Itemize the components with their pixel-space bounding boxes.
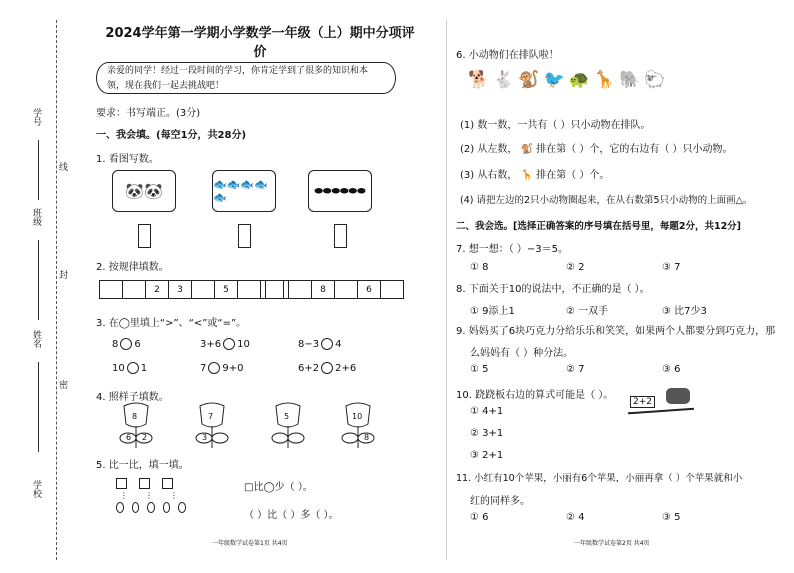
fish-picture <box>212 170 276 212</box>
compare-circle[interactable] <box>127 362 139 374</box>
giraffe-icon: 🦒 <box>593 70 620 90</box>
q10-option-3[interactable]: ③ 2+1 <box>470 450 504 461</box>
seq-cell[interactable] <box>99 280 123 299</box>
q10-title[interactable]: 10. 跷跷板右边的算式可能是（ ）。 <box>456 390 614 401</box>
seq-cell: 5 <box>214 280 238 299</box>
q10-option-1[interactable]: ① 4+1 <box>470 406 504 417</box>
circle-icon <box>163 502 171 513</box>
label-number: 学号 <box>31 108 41 126</box>
q11-option-3[interactable]: ③ 5 <box>662 512 681 523</box>
q5-fill-1[interactable]: □比◯少（ ）。 <box>244 482 313 493</box>
compare-item: 3+6 10 <box>200 339 250 350</box>
sheep-icon: 🐑 <box>644 70 670 90</box>
label-class: 班级 <box>31 208 41 226</box>
number-field[interactable] <box>38 140 39 200</box>
cut-line <box>56 20 57 560</box>
compare-item: 6+2 2+6 <box>298 363 357 374</box>
seq-cell[interactable] <box>237 280 261 299</box>
q11-option-2[interactable]: ② 4 <box>566 512 585 523</box>
compare-circle[interactable] <box>208 362 220 374</box>
binding-strip <box>0 0 80 573</box>
compare-item: 7 9+0 <box>200 363 244 374</box>
flower-icon <box>268 400 308 450</box>
q9-option-1[interactable]: ① 5 <box>470 364 489 375</box>
flower-icon <box>116 400 156 450</box>
monkey-icon: 🐒 <box>520 144 533 155</box>
q11-title-cont: 红的同样多。 <box>470 496 530 507</box>
compare-item: 8 6 <box>112 339 141 350</box>
monkey-icon: 🐒 <box>518 70 544 90</box>
flower-icon <box>338 400 378 450</box>
q9-title-cont[interactable]: 么妈妈有（ ）种分法。 <box>470 348 574 359</box>
q5-fill-2[interactable]: （ ）比（ ）多（ ）。 <box>244 510 339 521</box>
q7-title[interactable]: 7. 想一想：（ ）−3＝5。 <box>456 244 569 255</box>
animal-queue <box>468 70 669 90</box>
flower-2: 7 3 <box>192 400 232 453</box>
q7-option-2[interactable]: ② 2 <box>566 262 585 273</box>
circle-icon <box>147 502 155 513</box>
seal-line: 线 <box>59 160 68 173</box>
name-field[interactable] <box>38 362 39 452</box>
answer-box-panda[interactable] <box>138 224 151 248</box>
square-icon <box>139 478 150 489</box>
compare-circle[interactable] <box>223 338 235 350</box>
q8-title[interactable]: 8. 下面关于10的说法中，不正确的是（ ）。 <box>456 284 650 295</box>
q3-title: 3. 在◯里填上“>”、“<”或“=”。 <box>96 318 247 329</box>
elephant-icon <box>666 388 690 404</box>
fish-icon: 🐟🐟🐟🐟🐟 <box>213 178 268 204</box>
q10-option-2[interactable]: ② 3+1 <box>470 428 504 439</box>
page-divider <box>446 20 447 560</box>
seesaw-board <box>628 408 694 415</box>
q8-option-3[interactable]: ③ 比7少3 <box>662 306 707 317</box>
circle-icon <box>132 502 140 513</box>
seq-cell: 8 <box>311 280 335 299</box>
compare-circle[interactable] <box>321 362 333 374</box>
sequence-2 <box>266 280 404 299</box>
label-school: 学校 <box>31 480 41 498</box>
flower-icon <box>192 400 232 450</box>
label-name: 姓名 <box>31 330 41 348</box>
flower-1: 8 6 2 <box>116 400 156 453</box>
answer-box-fish[interactable] <box>238 224 251 248</box>
requirement: 要求：书写端正。(3分) <box>96 108 201 119</box>
seq-cell: 2 <box>145 280 169 299</box>
page-title: 2024学年第一学期小学数学一年级（上）期中分项评价 <box>105 26 415 60</box>
q1-title: 1. 看图写数。 <box>96 154 159 165</box>
answer-box-egg[interactable] <box>334 224 347 248</box>
q11-option-1[interactable]: ① 6 <box>470 512 489 523</box>
section-1-title: 一、我会填。(每空1分，共28分) <box>96 130 247 141</box>
turtle-icon: 🐢 <box>568 70 594 90</box>
seq-cell[interactable] <box>380 280 404 299</box>
seal-secret: 密 <box>59 378 68 391</box>
notice-banner: 亲爱的同学！经过一段时间的学习，你肯定学到了很多的知识和本领，现在我们一起去挑战吧！ <box>96 62 396 94</box>
q7-option-1[interactable]: ① 8 <box>470 262 489 273</box>
page-footer-1: 一年级数学试卷第1页 共4页 <box>212 540 288 547</box>
compare-item: 8−3 4 <box>298 339 342 350</box>
q11-title[interactable]: 11. 小红有10个苹果，小丽有6个苹果，小丽再拿（ ）个苹果就和小 <box>456 473 743 484</box>
egg-picture <box>308 170 372 212</box>
page-footer-2: 一年级数学试卷第2页 共4页 <box>574 540 650 547</box>
q7-option-3[interactable]: ③ 7 <box>662 262 681 273</box>
square-icon <box>162 478 173 489</box>
giraffe-icon: 🦒 <box>520 170 533 181</box>
q8-option-1[interactable]: ① 9添上1 <box>470 306 515 317</box>
flower-3: 5 <box>268 400 308 453</box>
q6-part-1[interactable]: (1) 数一数，一共有（ ）只小动物在排队。 <box>460 120 651 131</box>
section-2-title: 二、我会选。[选择正确答案的序号填在括号里，每题2分，共12分] <box>456 221 742 232</box>
class-field[interactable] <box>38 240 39 320</box>
q6-part-4: (4) 请把左边的2只小动物圈起来，在从右数第5只小动物的上面画△。 <box>460 195 753 206</box>
dog-icon: 🐕 <box>468 70 494 90</box>
circle-icon <box>178 502 186 513</box>
q6-part-3[interactable]: (3) 从右数， 🦒 排在第（ ）个。 <box>460 170 610 181</box>
seq-cell: 6 <box>357 280 381 299</box>
seq-cell[interactable] <box>122 280 146 299</box>
panda-icon: 🐼🐼 <box>125 182 163 200</box>
q6-part-2[interactable]: (2) 从左数， 🐒 排在第（ ）个，它的右边有（ ）只小动物。 <box>460 144 733 155</box>
compare-item: 10 1 <box>112 363 148 374</box>
q4-title: 4. 照样子填数。 <box>96 392 169 403</box>
bird-icon: 🐦 <box>543 70 569 90</box>
q5-title: 5. 比一比，填一填。 <box>96 460 189 471</box>
seal-seal: 封 <box>59 268 68 281</box>
seq-cell[interactable] <box>265 280 289 299</box>
square-icon <box>116 478 127 489</box>
compare-shapes: ⋮ ⋮ ⋮ <box>116 478 186 513</box>
q9-option-2[interactable]: ② 7 <box>566 364 585 375</box>
panda-picture <box>112 170 176 212</box>
flower-4: 10 8 <box>338 400 378 453</box>
sequence-1 <box>100 280 284 299</box>
seq-cell: 3 <box>168 280 192 299</box>
compare-circle[interactable] <box>120 338 132 350</box>
q2-title: 2. 按规律填数。 <box>96 262 169 273</box>
q9-title: 9. 妈妈买了6块巧克力分给乐乐和笑笑，如果两个人都要分到巧克力，那 <box>456 326 776 337</box>
q6-title: 6. 小动物们在排队啦！ <box>456 50 559 61</box>
seq-cell[interactable] <box>334 280 358 299</box>
elephant-icon: 🐘 <box>619 70 645 90</box>
circle-icon <box>116 502 124 513</box>
seq-cell[interactable] <box>288 280 312 299</box>
egg-icon: ⬬⬬⬬⬬⬬⬬ <box>314 185 366 197</box>
compare-circle[interactable] <box>321 338 333 350</box>
q9-option-3[interactable]: ③ 6 <box>662 364 681 375</box>
q8-option-2[interactable]: ② 一双手 <box>566 306 609 317</box>
seq-cell[interactable] <box>191 280 215 299</box>
seesaw-picture: 2+2 <box>628 386 694 418</box>
rabbit-icon: 🐇 <box>493 70 519 90</box>
